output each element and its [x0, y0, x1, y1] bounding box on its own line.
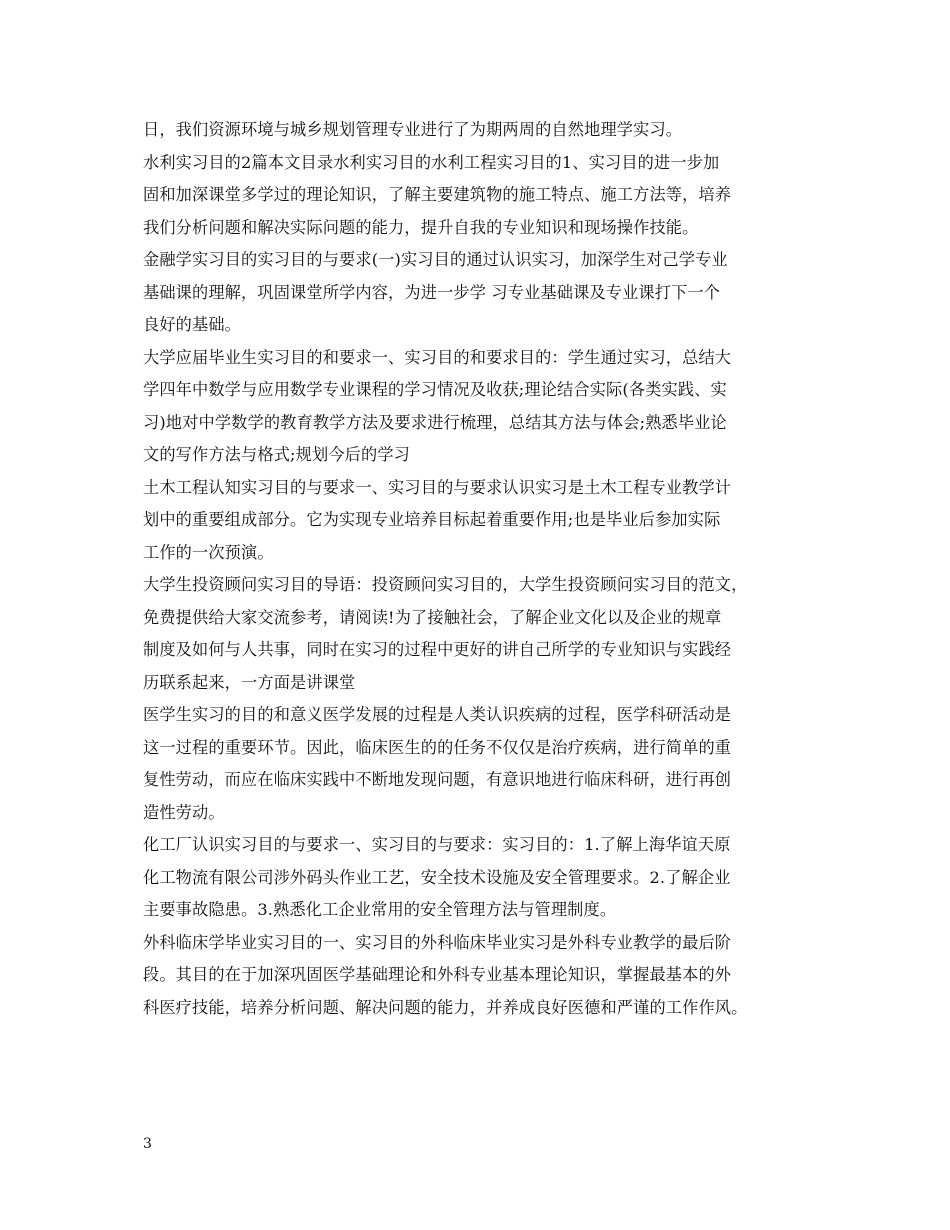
text-line: 段。其目的在于加深巩固医学基础理论和外科专业基本理论知识，掌握最基本的外	[143, 965, 732, 984]
text-line: 这一过程的重要环节。因此，临床医生的的任务不仅仅是治疗疾病，进行简单的重	[143, 737, 732, 757]
text-line: 金融学实习目的实习目的与要求(一)实习目的通过认识实习，加深学生对己学专业	[143, 250, 728, 269]
text-line: 日，我们资源环境与城乡规划管理专业进行了为期两周的自然地理学实习。	[143, 120, 683, 139]
text-line: 工作的一次预演。	[143, 542, 274, 562]
text-line: 文的写作方法与格式;规划今后的学习	[143, 445, 411, 464]
text-line: 外科临床学毕业实习目的一、实习目的外科临床毕业实习是外科专业教学的最后阶	[143, 932, 732, 952]
text-line: 历联系起来，一方面是讲课堂	[143, 672, 356, 692]
text-line: 水利实习目的2篇本文目录水利实习目的水利工程实习目的1、实习目的进一步加	[143, 152, 720, 172]
text-line: 医学生实习的目的和意义医学发展的过程是人类认识疾病的过程，医学科研活动是	[143, 705, 732, 724]
text-line: 固和加深课堂多学过的理论知识，了解主要建筑物的施工特点、施工方法等，培养	[143, 185, 732, 204]
text-line: 造性劳动。	[143, 802, 225, 822]
page-number: 3	[143, 1136, 152, 1152]
text-line: 基础课的理解，巩固课堂所学内容，为进一步学 习专业基础课及专业课打下一个	[143, 282, 721, 302]
document-body	[143, 114, 833, 1024]
text-line: 良好的基础。	[143, 315, 242, 334]
text-line: 我们分析问题和解决实际问题的能力，提升自我的专业知识和现场操作技能。	[143, 217, 699, 237]
text-line: 习)地对中学数学的教育教学方法及要求进行梳理，总结其方法与体会;熟悉毕业论	[143, 412, 727, 432]
text-line: 划中的重要组成部分。它为实现专业培养目标起着重要作用;也是毕业后参加实际	[143, 510, 721, 529]
text-line: 化工物流有限公司涉外码头作业工艺，安全技术设施及安全管理要求。2.了解企业	[143, 867, 731, 887]
text-line: 大学生投资顾问实习目的导语：投资顾问实习目的，大学生投资顾问实习目的范文，	[143, 575, 748, 594]
text-line: 制度及如何与人共事，同时在实习的过程中更好的讲自己所学的专业知识与实践经	[143, 640, 732, 659]
text-line: 科医疗技能，培养分析问题、解决问题的能力，并养成良好医德和严谨的工作作风。	[143, 997, 748, 1017]
text-line: 大学应届毕业生实习目的和要求一、实习目的和要求目的：学生通过实习，总结大	[143, 347, 732, 367]
text-line: 土木工程认知实习目的与要求一、实习目的与要求认识实习是土木工程专业教学计	[143, 477, 732, 497]
text-line: 免费提供给大家交流参考，请阅读!为了接触社会，了解企业文化以及企业的规章	[143, 607, 722, 627]
text-line: 学四年中数学与应用数学专业课程的学习情况及收获;理论结合实际(各类实践、实	[143, 380, 727, 399]
text-line: 复性劳动，而应在临床实践中不断地发现问题，有意识地进行临床科研，进行再创	[143, 770, 732, 789]
text-line: 化工厂认识实习目的与要求一、实习目的与要求：实习目的：1.了解上海华谊天原	[143, 835, 731, 854]
text-line: 主要事故隐患。3.熟悉化工企业常用的安全管理方法与管理制度。	[143, 900, 617, 919]
